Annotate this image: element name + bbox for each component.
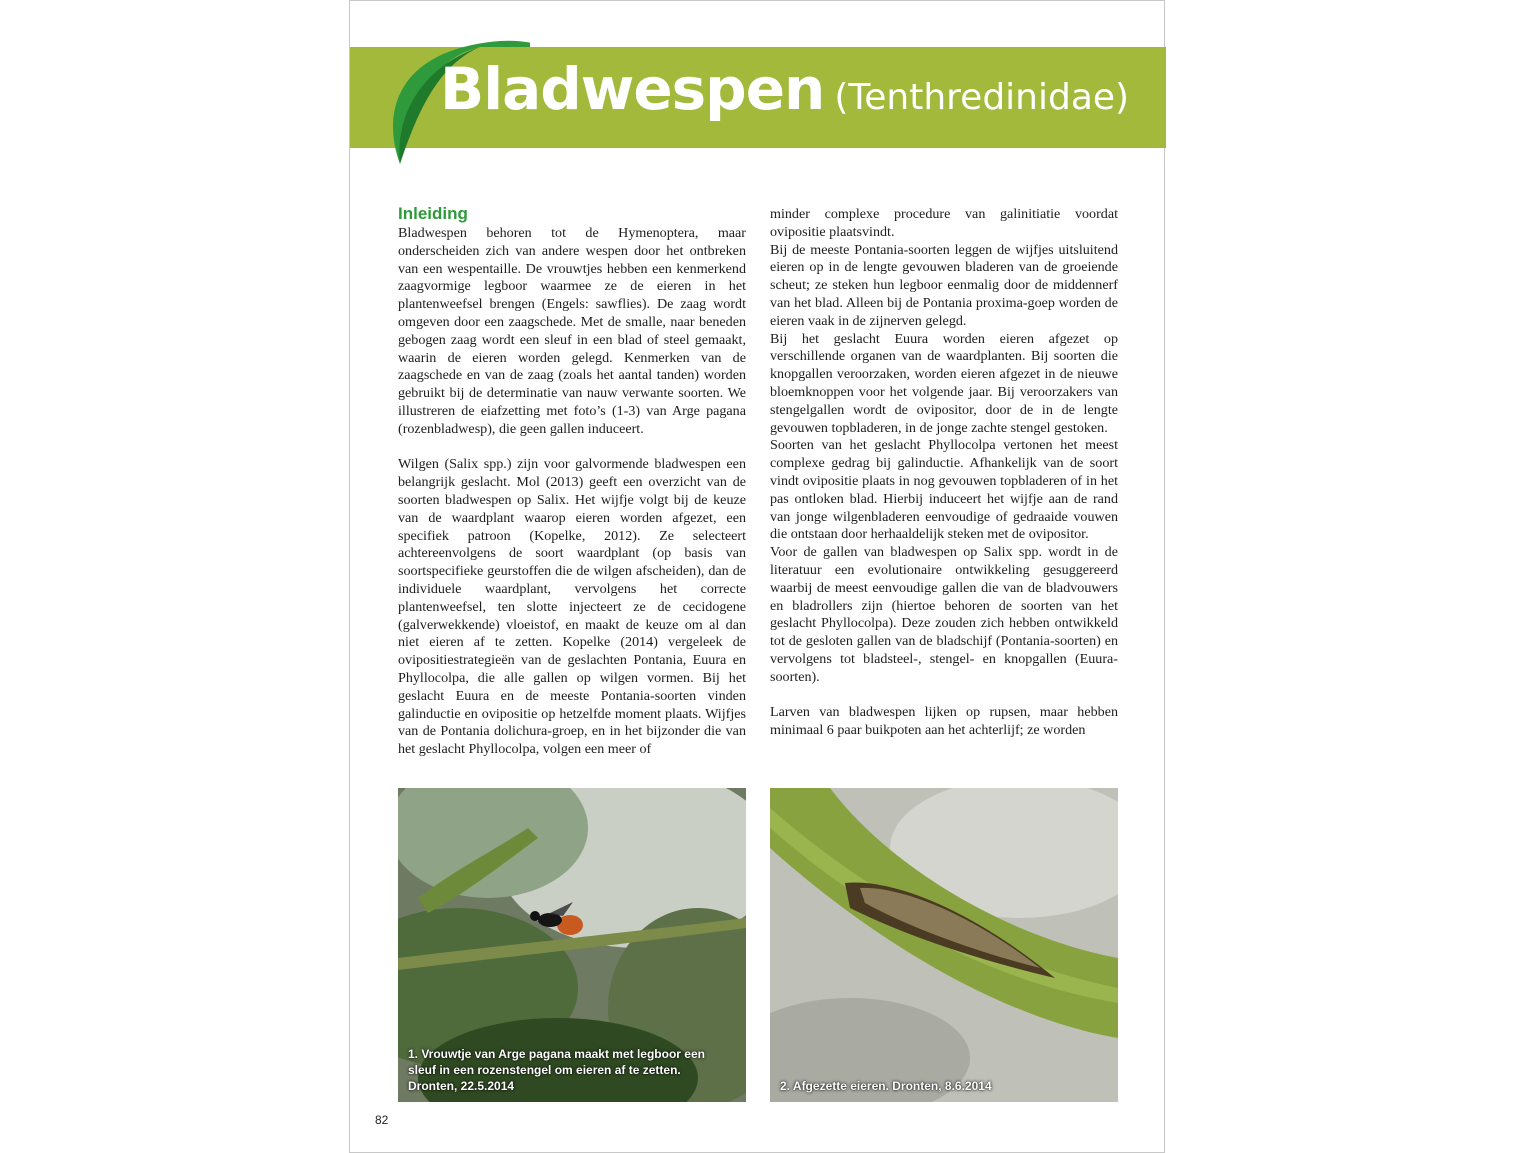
photo-eggs-in-stem — [770, 788, 1118, 1102]
paragraph: Wilgen (Salix spp.) zijn voor galvormende bladwespen een belangrijk geslacht. Mol (2013) geeft een overzicht van de soorten bladwespen op Salix. Het wijfje volgt bij de keuze van de waardplant waarop eieren worden afgezet, een specifiek patroon (Kopelke, 2012). Ze selecteert achtereenvolgens de soort waardplant (op basis van soortspecifieke geurstoffen die de wilgen afscheiden), dan de individuele waardplant, vervolgens het correcte plantenweefsel, ten slotte injecteert ze de cecidogene (galverwekkende) vloeistof, en maakt de keuze om al dan niet eieren af te zetten. Kopelke (2014) vergeleek de ovipositiestrategieën van de geslachten Pontania, Euura en Phyllocolpa, die alle gallen op wilgen vormen. Bij het geslacht Euura en de meeste Pontania-soorten vinden galinductie en ovipositie op hetzelfde moment plaats. Wijfjes van de Pontania dolichura-groep, en in het bijzonder die van het geslacht Phyllocolpa, volgen een meer of — [398, 456, 746, 758]
magazine-page — [349, 0, 1165, 1153]
figure-caption: 2. Afgezette eieren. Dronten, 8.6.2014 — [780, 1079, 992, 1093]
right-column — [770, 206, 1118, 740]
paragraph: Bladwespen behoren tot de Hymenoptera, maar onderscheiden zich van andere wespen door het ontbreken van een wespentaille. De vrouwtjes hebben een kenmerkend zaagvormige legboor waarmee ze de eieren in het plantenweefsel brengen (Engels: sawflies). De zaag wordt omgeven door een zaagschede. Met de smalle, naar beneden gebogen zaag wordt een sleuf in een blad of steel gemaakt, waarin de eieren worden gelegd. Kenmerken van de zaagschede en van de zaag (zoals het aantal tanden) worden gebruikt bij de determinatie van nauw verwante soorten. We illustreren de eiafzetting met foto’s (1-3) van Arge pagana (rozenbladwesp), die geen gallen induceert. — [398, 225, 746, 437]
page-title — [440, 55, 1129, 145]
paragraph: Larven van bladwespen lijken op rupsen, maar hebben minimaal 6 paar buikpoten aan het achterlijf; ze worden — [770, 704, 1118, 739]
page-number: 82 — [375, 1113, 389, 1127]
title-main: Bladwespen — [440, 55, 825, 123]
photo-sawfly-on-rose-stem — [398, 788, 746, 1102]
paragraph: Voor de gallen van bladwespen op Salix spp. wordt in de literatuur een evolutionaire ontwikkeling gesuggereerd waarbij de meest eenvoudige gallen die van de bladvouwers en bladrollers zijn (hiertoe behoren de soorten van het geslacht Phyllocolpa). Deze zouden zich hebben ontwikkeld tot de gesloten gallen van de bladschijf (Pontania-soorten) en vervolgens tot bladsteel-, stengel- en knopgallen (Euura-soorten). — [770, 544, 1118, 685]
section-heading: Inleiding — [398, 204, 468, 223]
paragraph: Soorten van het geslacht Phyllocolpa vertonen het meest complexe gedrag bij galinductie. Afhankelijk van de soort vindt ovipositie plaats in nog gevouwen topbladeren of in het pas ontloken blad. Hierbij induceert het wijfje aan de rand van jonge wilgenbladeren eenvoudige of gedraaide vouwen die ontstaan door herhaaldelijk steken met de ovipositor. — [770, 437, 1118, 543]
paragraph: Bij de meeste Pontania-soorten leggen de wijfjes uitsluitend eieren op in de lengte gevouwen bladeren van de groeiende scheut; ze steken hun legboor eenmalig door de middennerf van het blad. Alleen bij de Pontania proxima-goep worden de eieren vaak in de zijnerven gelegd. — [770, 241, 1118, 329]
left-column — [398, 203, 746, 759]
title-subtitle: (Tenthredinidae) — [834, 77, 1130, 118]
paragraph: minder complexe procedure van galinitiatie voordat ovipositie plaatsvindt. — [770, 206, 1118, 240]
figure-caption: 1. Vrouwtje van Arge pagana maakt met legboor een sleuf in een rozenstengel om eieren af te zetten. Dronten, 22.5.2014 — [408, 1047, 705, 1093]
paragraph: Bij het geslacht Euura worden eieren afgezet op verschillende organen van de waardplanten. Bij soorten die knopgallen veroorzaken, worden eieren afgezet in de nieuwe bloemknoppen voor het volgende jaar. Bij veroorzakers van stengelgallen wordt de ovipositor, door de in de lengte gevouwen topbladeren, in de jonge zachte stengel gestoken. — [770, 330, 1118, 436]
